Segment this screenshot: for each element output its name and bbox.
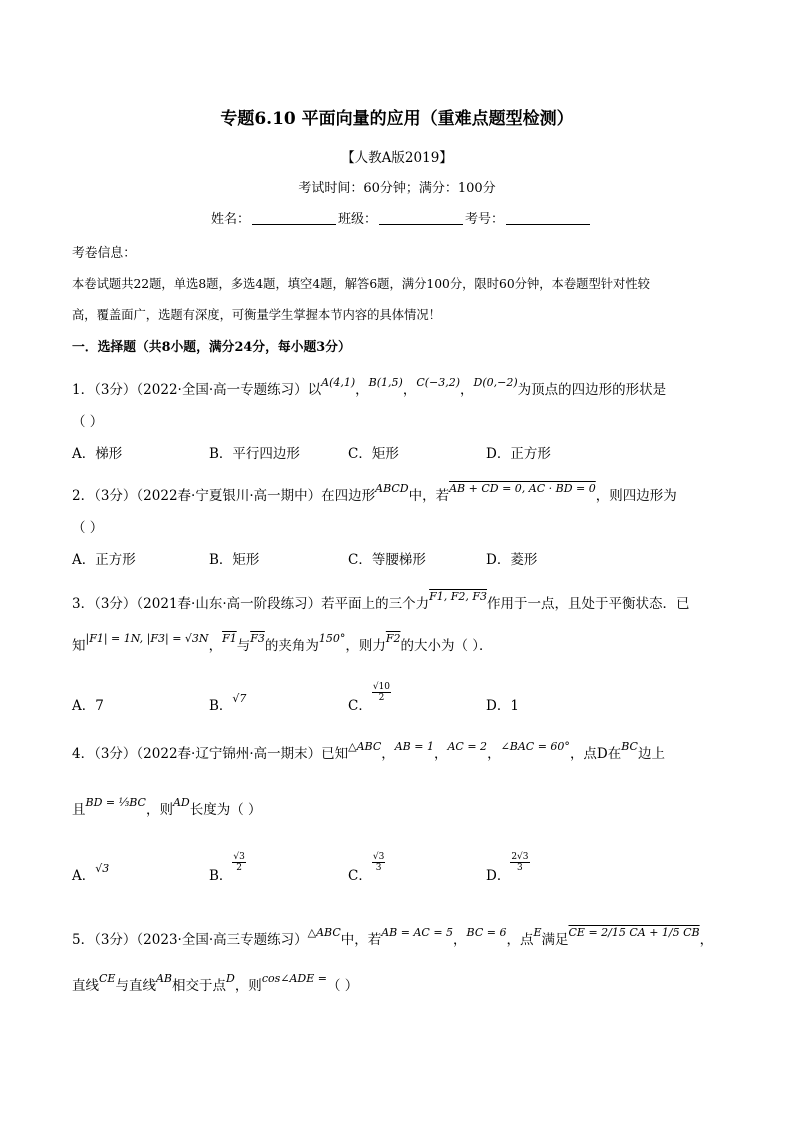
question-2 <box>72 484 677 504</box>
q4-option-d-den: 3 <box>517 863 523 873</box>
q4-option-b[interactable] <box>209 852 246 887</box>
q3-magnitudes: |F1| = 1N, |F3| = √3N <box>85 632 209 645</box>
q5-e: E <box>533 926 542 939</box>
q2-condition: AB + CD = 0, AC · BD = 0 <box>449 482 596 495</box>
q4-option-a-label: A． <box>72 868 96 884</box>
q4-ab: AB = 1 <box>394 740 434 753</box>
q5-mid: 中，若 <box>340 932 382 948</box>
q3-with: 与 <box>236 638 251 654</box>
q3-f3: F3 <box>250 632 265 645</box>
q4-option-d[interactable] <box>486 852 530 887</box>
q1-point-d: D(0,−2) <box>473 376 518 389</box>
info-line-1: 本卷试题共22题，单选8题，多选4题，填空4题，解答6题，满分100分，限时60分钟，本卷题型针对性较 <box>72 277 650 291</box>
q5-abac: AB = AC = 5 <box>381 926 454 939</box>
q5-vector-eq: CE = 2/15 CA + 1/5 CB <box>568 926 700 939</box>
q4-triangle: △ABC <box>348 740 382 753</box>
page-title: 专题6.10 平面向量的应用（重难点题型检测） <box>220 109 574 129</box>
q5-paren: （ ） <box>326 978 359 994</box>
q4-bc: BC <box>621 740 638 753</box>
q3-line-2 <box>72 634 493 654</box>
q5-d: D <box>225 972 235 985</box>
question-4: 4．（3分）（2022春·辽宁锦州·高一期末）已知$^{\triangle ABC}$，$^{AB = 1}$，$^{AC = 2}$，$^{\angle BAC = 60^\circ}$，点D在$^{BC}$边上 <box>72 740 665 762</box>
number-blank[interactable] <box>506 210 590 225</box>
q5-ab: AB <box>155 972 172 985</box>
q3-comma: ， <box>208 638 223 654</box>
q2-option-d[interactable]: D．菱形 <box>486 552 538 568</box>
q1-option-d[interactable]: D．正方形 <box>486 446 551 462</box>
q5-prefix: 5．（3分）（2023·全国·高三专题练习） <box>72 932 308 948</box>
q1-point-a: A(4,1) <box>321 376 356 389</box>
q3-option-b-value: √7 <box>232 692 247 705</box>
q5-triangle: △ABC <box>307 926 341 939</box>
q4-option-c-num: √3 <box>372 852 385 862</box>
q3-f2: F2 <box>385 632 401 645</box>
q1-paren: （ ） <box>72 414 104 430</box>
q5-ce: CE <box>99 972 116 985</box>
q3-option-b[interactable] <box>209 694 246 714</box>
q5-bc: BC = 6 <box>466 926 507 939</box>
q3-angle: 150° <box>318 632 346 645</box>
q4-option-c-label: C． <box>348 868 372 884</box>
q1-option-a[interactable]: A．梯形 <box>72 446 123 462</box>
q5-line: 直线 <box>72 978 99 994</box>
q3-f1: F1 <box>222 632 237 645</box>
q4-option-a[interactable] <box>72 864 109 884</box>
q3-option-b-label: B． <box>209 698 233 714</box>
q3-ask2: 的大小为（ ）． <box>400 638 493 654</box>
q4-ac: AC = 2 <box>447 740 488 753</box>
q4-option-b-label: B． <box>209 868 233 884</box>
q5-line-2 <box>72 974 358 994</box>
q1-suffix: 为顶点的四边形的形状是 <box>517 382 667 398</box>
q4-line-2 <box>72 798 262 818</box>
q4-then: ，则 <box>145 802 173 818</box>
q3-option-c-den: 2 <box>378 693 385 703</box>
q4-length: 长度为（ ） <box>189 802 262 818</box>
q5-cos: cos∠ADE = <box>261 972 327 985</box>
q5-with: 与直线 <box>115 978 156 994</box>
q5-meet: 相交于点 <box>171 978 226 994</box>
exam-info: 考试时间：60分钟；满分：100分 <box>298 181 496 196</box>
q4-mid: ，点D在 <box>569 746 622 762</box>
student-info-row <box>211 208 592 227</box>
q1-point-c: C(−3,2) <box>416 376 461 389</box>
question-1: 1．（3分）（2022·全国·高一专题练习）以$^{A(4,1)}$，$^{B(1,5)}$，$^{C(-3,2)}$，$^{D(0,-2)}$为顶点的四边形的形状是 <box>72 376 667 398</box>
q3-known: 知 <box>72 638 86 654</box>
class-label: 班级： <box>338 212 378 227</box>
info-line-2: 高，覆盖面广，选题有深度，可衡量学生掌握本节内容的具体情况！ <box>72 308 441 322</box>
q1-prefix: 1．（3分）（2022·全国·高一专题练习）以 <box>72 382 322 398</box>
q3-option-c-fraction <box>372 682 391 703</box>
q3-option-c-num: √10 <box>372 682 391 692</box>
q3-option-c-label: C． <box>348 698 372 714</box>
q3-ask: ，则力 <box>345 638 386 654</box>
q4-option-c[interactable] <box>348 852 385 887</box>
q4-bd: BD = ⅓BC <box>85 796 146 809</box>
q2-shape: ABCD <box>375 482 409 495</box>
q2-mid: 中，若 <box>408 488 450 504</box>
q4-option-b-fraction <box>232 852 245 873</box>
q4-angle: ∠BAC = 60° <box>500 740 570 753</box>
q4-option-a-value: √3 <box>95 862 110 875</box>
class-blank[interactable] <box>379 210 463 225</box>
q4-option-b-den: 2 <box>236 863 243 873</box>
q4-option-d-num: 2√3 <box>511 852 529 862</box>
q2-option-a[interactable]: A．正方形 <box>72 552 136 568</box>
q5-point: ，点 <box>506 932 534 948</box>
q2-paren: （ ） <box>72 520 104 536</box>
q4-prefix: 4．（3分）（2022春·辽宁锦州·高一期末）已知 <box>72 746 349 762</box>
q2-option-c[interactable]: C．等腰梯形 <box>348 552 426 568</box>
q4-and: 且 <box>72 802 86 818</box>
q2-suffix: ，则四边形为 <box>595 488 677 504</box>
question-3 <box>72 592 690 612</box>
q4-option-d-label: D． <box>486 868 511 884</box>
q3-mid: 作用于一点，且处于平衡状态．已 <box>487 596 690 612</box>
q3-prefix: 3．（3分）（2021春·山东·高一阶段练习）若平面上的三个力 <box>72 596 430 612</box>
number-label: 考号： <box>465 212 505 227</box>
name-label: 姓名： <box>211 212 251 227</box>
q5-then: ，则 <box>234 978 262 994</box>
section-heading: 一．选择题（共8小题，满分24分，每小题3分） <box>72 340 351 355</box>
q4-edge: 边上 <box>637 746 665 762</box>
q4-option-b-num: √3 <box>233 852 245 862</box>
q4-option-c-den: 3 <box>375 863 382 873</box>
q4-ad: AD <box>172 796 190 809</box>
q3-option-c[interactable] <box>348 682 391 717</box>
q3-option-a[interactable]: A．7 <box>72 698 104 714</box>
q2-option-b[interactable]: B．矩形 <box>209 552 260 568</box>
q2-prefix: 2．（3分）（2022春·宁夏银川·高一期中）在四边形 <box>72 488 376 504</box>
question-5: 5．（3分）（2023·全国·高三专题练习）$^{\triangle ABC}$中，若$^{AB = AC = 5}$，$^{BC = 6}$，点$^E$满足$^{CE = 2/15 CA + 1/5 CB}$， <box>72 926 714 948</box>
q5-satisfies: 满足 <box>541 932 569 948</box>
q1-option-b[interactable]: B．平行四边形 <box>209 446 300 462</box>
name-blank[interactable] <box>252 210 336 225</box>
q4-option-d-fraction <box>510 852 529 873</box>
q4-option-c-fraction <box>372 852 385 873</box>
edition-label: 【人教A版2019】 <box>341 150 453 166</box>
q3-option-d[interactable]: D．1 <box>486 698 519 714</box>
q1-option-c[interactable]: C．矩形 <box>348 446 399 462</box>
q3-angle-text: 的夹角为 <box>264 638 319 654</box>
q1-point-b: B(1,5) <box>368 376 403 389</box>
q3-forces: F1, F2, F3 <box>429 590 488 603</box>
info-heading: 考卷信息： <box>72 246 136 261</box>
